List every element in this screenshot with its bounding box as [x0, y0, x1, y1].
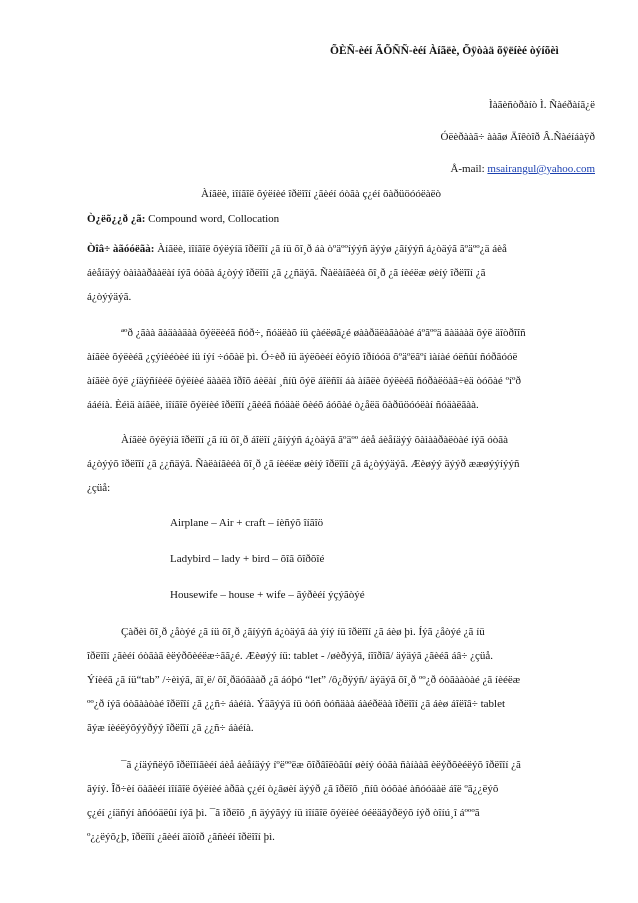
- text-line: ááéíà. Èéìä àíãëè, ìîíãîë õýëíèé îðëîîí ¿ãèéã ñóäàë õèéõ áóõàé ò¿åëä õàðüöóóëàí ñóäàëãàà.: [87, 399, 479, 411]
- text-line: áèåíäýý òàìààðààëàí íýã óòãà á¿òýý îðëîîí ¿ã ¿¿ñäýã. Ñàëàíãèéà õî¸ð ¿ã íèéëæ øèíý îðëîîí ¿ã: [87, 267, 486, 279]
- keywords-label: Ò¿ëõ¿¿ð ¿ã:: [87, 213, 146, 225]
- text-line: ¯ã ¿íäýñëýõ îðëîîíãèéí áèå áèåíäýý íºëººëæ õîðâîëòãûí øèíý óòãà ñàíààã èëýðõèéëýõ îðëîîí ¿ã: [121, 759, 521, 771]
- text-line: º¿¿ëýõ¿þ, îðëîîí ¿ãèéí äîòîð ¿ãñèéí îðëîîí þì.: [87, 831, 275, 843]
- text-line: ªºð ¿ãàà ãàäààäàà õýëëèéã ñóð÷, ñóäëàõ íü çàéëøã¿é øààðäëàãàòàé áºãººä ãàäààä õýë äîòðîîñ: [121, 327, 526, 339]
- subtitle: Àíãëè, ìîíãîë õýëíèé îðëîîí ¿ãèéí óòãà ç¿éí õàðüöóóëàëò: [201, 188, 442, 200]
- example-item: Ladybird – lady + bird – õîã õîðõîé: [170, 553, 325, 565]
- affiliation: Óëèðààã÷ ààãø Äîêòîð Â.Ñàéíáàÿð: [440, 131, 595, 143]
- keywords-value: Compound word, Collocation: [145, 213, 280, 225]
- email-link[interactable]: msairangul@yahoo.com: [487, 163, 595, 175]
- text-line: ¿çüå:: [87, 482, 111, 494]
- text-line: Çàðèì õî¸ð ¿åòýé ¿ã íü õî¸ð ¿ãíýýñ á¿òäýã áà ýíý íü îðëîîí ¿ã áèø þì. Íýã ¿åòýé ¿ã íü: [121, 626, 485, 638]
- text-line: [87, 242, 507, 256]
- example-item: Housewife – house + wife – ãýðèéí ýçýãòýé: [170, 589, 365, 601]
- text-line: Àíãëè õýëýíä îðëîîí ¿ã íü õî¸ð áîëîí ¿ãíýýñ á¿òäýã ãºäºº áèå áèåíäýý õàìààðàëòàé íýã óòãà: [121, 434, 509, 446]
- text-line: Ýíèéã ¿ã íü“tab” /÷èìýã, ãî¸ë/ õî¸ðäóãààð ¿ã áóþó “let” /ô¿ðÿýñ/ äýäýã õî¸ð ºº¿ð óòãààòàé ¿ã íèéëæ: [87, 674, 521, 686]
- author: Ìàãèñòðàíò Ì. Ñàéðàíã¿ë: [489, 99, 595, 111]
- email-line: [450, 162, 595, 176]
- text-line: á¿òýýäýã.: [87, 291, 132, 303]
- text-line: àíãëè õýë ¿íäýñíèéë õýëíèé äààëà îðîõ áèëàí ¸ñíû õýë áîëñîí áà àíãëè õýëèéã ñóðàëöàã÷èä òóõàé ºíºð: [87, 375, 521, 387]
- email-label: Å-mail:: [450, 163, 488, 175]
- text-line: àíãëè õýëèéã ¿çýíèéòèé íü íýí ÷óõàë þì. Ó÷èð íü äýëõèéí èõýíõ îðíóóä õºäºëãºí ìàíàé óëñûí ñóðãóóë: [87, 351, 518, 363]
- doc-title: ÕÈÑ-èéí ÃÕÑÑ-èéí Àíãëè, Õÿòàä õÿëíèé òýíõèì: [330, 45, 559, 57]
- text-line: îðëîîí ¿ãèéí óòãàã èëýðõèéëæ÷ãã¿é. Æèøýý íü: tablet - /øèðýýã, íîîðîã/ äýäýã ¿ãèéã áâ÷ ¿çüå.: [87, 650, 494, 662]
- keywords: [87, 212, 279, 226]
- text-run: Àíãëè, ìîíãîë õýëýíä îðëîîí ¿ã íü õî¸ð áà òºäººíýýñ äýýø ¿ãíýýñ á¿òäýã ãºäºº¿ä áèå: [154, 243, 507, 255]
- text-line: á¿òýýõ îðëîîí ¿ã ¿¿ñäýã. Ñàëàíãèéà õî¸ð ¿ã íèéëæ øèíý îðëîîí ¿ã á¿òýýäýã. Æèøýý äýýð ææøýýíýýñ: [87, 458, 520, 470]
- example-item: Airplane – Air + craft – íèñýõ îíãîö: [170, 517, 324, 529]
- abstract-label: Òîâ÷ àãóóëãà:: [87, 243, 155, 255]
- text-line: ç¿éí ¿íäñýí àñóóäëûí íýã þì. ¯ã îðëîõ ¸ñ äýýãýý íü ìîíãîë õýëíèé óéëäâýðëýõ íýð òîíú¸î áºººã: [87, 807, 480, 819]
- text-line: ãýæ íèéëýõýýðýý îðëîîí ¿ã ¿¿ñ÷ áàéíà.: [87, 722, 254, 734]
- text-line: ãýíý. Îð÷èí öàãèéí ìîíãîë õýëíèé àðãà ç¿éí ò¿âøèí äýýð ¿ã îðëîõ ¸ñíû òóõàé àñóóäàë áîë ºã¿¿ëýõ: [87, 783, 499, 795]
- text-line: ºº¿ð íýã óòãààòàé îðëîîí ¿ã ¿¿ñ÷ áàéíà. Ýäãýýä íü òóñ òóñäàà áàéðëàà îðëîîí ¿ã áèø áîëîâ÷ tablet: [87, 698, 506, 710]
